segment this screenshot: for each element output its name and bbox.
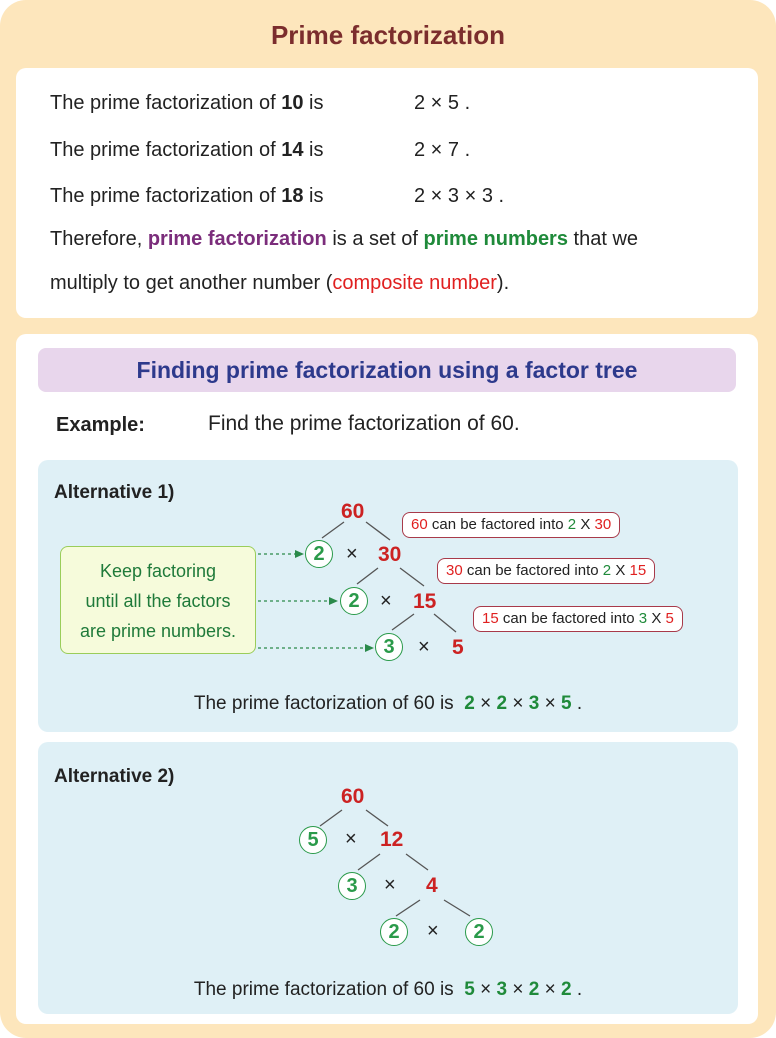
branch-line bbox=[392, 614, 414, 630]
arrow-head bbox=[295, 550, 304, 558]
branch-line bbox=[396, 900, 420, 916]
fact-product-3: 2 × 3 × 3 . bbox=[414, 185, 505, 207]
keep-factoring-box bbox=[60, 546, 256, 654]
tree1-last: 5 bbox=[452, 636, 464, 659]
tree1-prime-3: 3 bbox=[375, 633, 403, 661]
branch-line bbox=[320, 810, 342, 826]
tree1-composite-1: 30 bbox=[378, 543, 402, 566]
branch-line bbox=[358, 854, 380, 870]
branch-line bbox=[400, 568, 424, 586]
definition-line-1: Therefore, prime factorization is a set of prime numbers that we bbox=[50, 228, 639, 250]
branch-line bbox=[434, 614, 456, 632]
branch-line bbox=[366, 522, 390, 540]
tree1-prime-1: 2 bbox=[305, 540, 333, 568]
tree2-prime-4: 2 bbox=[465, 918, 493, 946]
keep-box-line: are prime numbers. bbox=[79, 621, 237, 641]
times-sign: × bbox=[345, 828, 357, 850]
alt2-result: The prime factorization of 60 is 5 × 3 × 2 × 2 . bbox=[193, 979, 583, 1000]
definition-line-2: multiply to get another number (composite number). bbox=[50, 272, 510, 294]
tree1-composite-2: 15 bbox=[413, 590, 437, 613]
factor-note-1: 60 can be factored into 2 X 30 bbox=[402, 512, 620, 538]
times-sign: × bbox=[384, 874, 396, 896]
branch-line bbox=[444, 900, 470, 916]
times-sign: × bbox=[346, 543, 358, 565]
alt1-result: The prime factorization of 60 is 2 × 2 × 3 × 5 . bbox=[193, 693, 583, 714]
branch-line bbox=[357, 568, 378, 584]
example-text: Find the prime factorization of 60. bbox=[208, 412, 520, 435]
arrow-head bbox=[329, 597, 338, 605]
example-label: Example: bbox=[56, 414, 145, 436]
fact-line-3: The prime factorization of 18 is bbox=[50, 185, 324, 207]
fact-line-2: The prime factorization of 14 is bbox=[50, 139, 324, 161]
alternative-1-label: Alternative 1) bbox=[54, 482, 175, 503]
tree2-composite-1: 12 bbox=[380, 828, 404, 851]
times-sign: × bbox=[418, 636, 430, 658]
arrow-head bbox=[365, 644, 374, 652]
tree1-root: 60 bbox=[341, 500, 365, 523]
tree2-prime-1: 5 bbox=[299, 826, 327, 854]
fact-product-2: 2 × 7 . bbox=[414, 139, 471, 161]
factor-note-3: 15 can be factored into 3 X 5 bbox=[473, 606, 683, 632]
branch-line bbox=[366, 810, 388, 826]
tree2-root: 60 bbox=[341, 785, 365, 808]
page-title: Prime factorization bbox=[270, 20, 506, 50]
tree2-prime-2: 3 bbox=[338, 872, 366, 900]
branch-line bbox=[406, 854, 428, 870]
factor-note-2: 30 can be factored into 2 X 15 bbox=[437, 558, 655, 584]
tree2-prime-3: 2 bbox=[380, 918, 408, 946]
keep-box-line: until all the factors bbox=[85, 591, 231, 611]
times-sign: × bbox=[427, 920, 439, 942]
tree1-prime-2: 2 bbox=[340, 587, 368, 615]
alternative-2-label: Alternative 2) bbox=[54, 766, 175, 787]
keep-box-line: Keep factoring bbox=[99, 561, 217, 581]
times-sign: × bbox=[380, 590, 392, 612]
fact-product-1: 2 × 5 . bbox=[414, 92, 471, 114]
fact-line-1: The prime factorization of 10 is bbox=[50, 92, 324, 114]
tree2-composite-2: 4 bbox=[426, 874, 438, 897]
section-title: Finding prime factorization using a factor tree bbox=[38, 348, 736, 392]
branch-line bbox=[322, 522, 344, 538]
